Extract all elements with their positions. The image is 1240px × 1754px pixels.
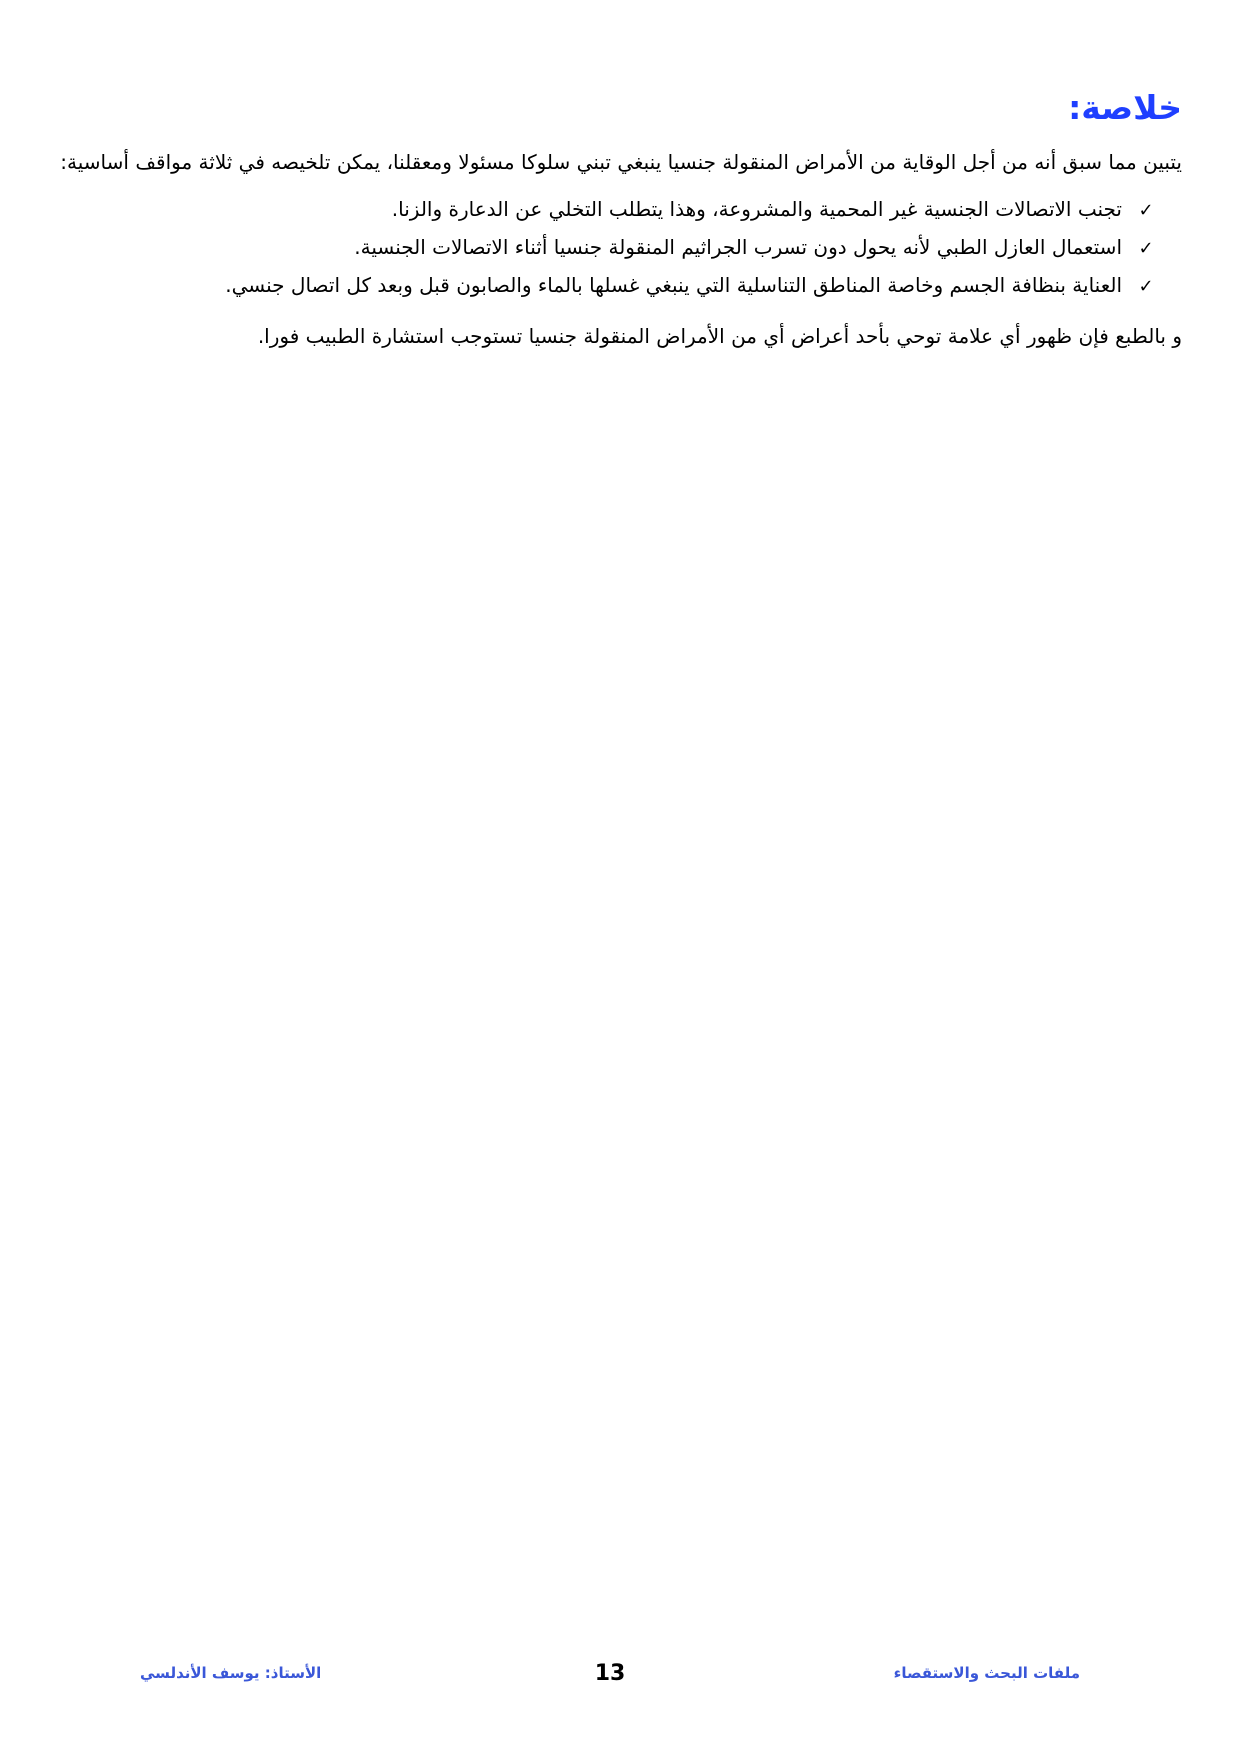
recommendation-text: تجنب الاتصالات الجنسية غير المحمية والمشروعة، وهذا يتطلب التخلي عن الدعارة والزنا.	[391, 197, 1122, 221]
check-icon: ✓	[1138, 276, 1154, 297]
footer-author: الأستاذ: يوسف الأندلسي	[140, 1664, 322, 1682]
footer-series-title: ملفات البحث والاستقصاء	[893, 1664, 1080, 1682]
intro-paragraph: يتبين مما سبق أنه من أجل الوقاية من الأمراض المنقولة جنسيا ينبغي تبني سلوكا مسئولا ومعقلنا، يمكن تلخيصه في ثلاثة مواقف أساسية:	[60, 150, 1182, 174]
list-item	[48, 267, 1156, 305]
list-item	[48, 191, 1156, 229]
document-content	[48, 85, 1182, 355]
list-item	[48, 229, 1156, 267]
check-icon: ✓	[1138, 238, 1154, 259]
recommendation-text: العناية بنظافة الجسم وخاصة المناطق التناسلية التي ينبغي غسلها بالماء والصابون قبل وبعد كل اتصال جنسي.	[225, 273, 1122, 297]
section-heading: خلاصة:	[1068, 88, 1182, 127]
recommendations-list	[48, 191, 1182, 305]
page-number: 13	[594, 1660, 626, 1686]
recommendation-text: استعمال العازل الطبي لأنه يحول دون تسرب الجراثيم المنقولة جنسيا أثناء الاتصالات الجنسية.	[354, 235, 1122, 259]
check-icon: ✓	[1138, 200, 1154, 221]
closing-paragraph: و بالطبع فإن ظهور أي علامة توحي بأحد أعراض أي من الأمراض المنقولة جنسيا تستوجب استشارة الطبيب فورا.	[257, 324, 1182, 348]
page-footer	[140, 1655, 1080, 1691]
